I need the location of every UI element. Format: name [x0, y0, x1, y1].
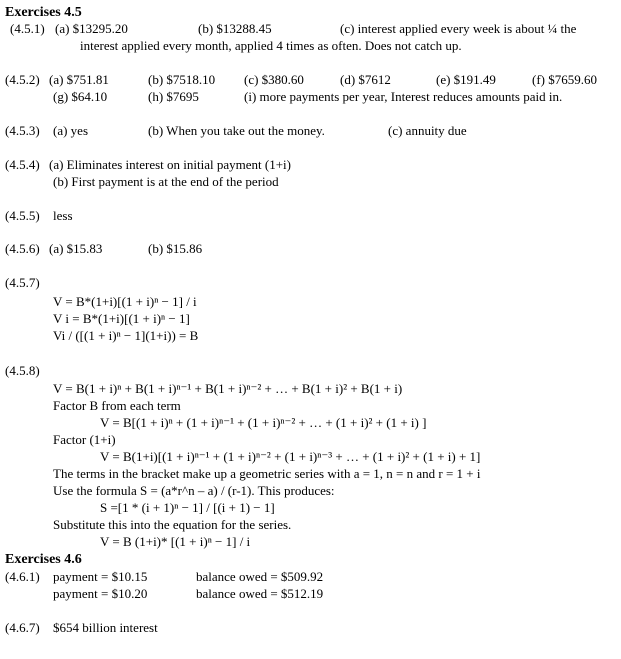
derivation-step: Substitute this into the equation for the series. — [53, 517, 292, 532]
answer-part: payment = $10.15 — [53, 569, 148, 584]
answer-part: (d) $7612 — [340, 72, 391, 87]
answer-part: (i) more payments per year, Interest reduces amounts paid in. — [244, 89, 563, 104]
derivation-step: Factor (1+i) — [53, 432, 116, 447]
answer-part: (b) $13288.45 — [198, 21, 272, 36]
answer-part: balance owed = $509.92 — [196, 569, 324, 584]
equation-line: S =[1 * (i + 1)ⁿ − 1] / [(i + 1) − 1] — [100, 500, 275, 515]
answer-part: (b) $7518.10 — [148, 72, 216, 87]
answer-continuation: interest applied every month, applied 4 times as often. Does not catch up. — [80, 38, 462, 53]
answer-part: (c) interest applied every week is about ¼ the — [340, 21, 577, 36]
answer-part: (a) Eliminates interest on initial payment (1+i) — [49, 157, 291, 172]
answer-part: balance owed = $512.19 — [196, 586, 324, 601]
exercise-number: (4.5.5) — [5, 208, 40, 223]
equation-line: Vi / ([(1 + i)ⁿ − 1](1+i)) = B — [53, 328, 199, 343]
section-heading-4-6: Exercises 4.6 — [5, 552, 82, 567]
answer-part: (g) $64.10 — [53, 89, 108, 104]
answer-part: (a) $751.81 — [49, 72, 109, 87]
exercise-number: (4.5.3) — [5, 123, 40, 138]
exercise-number: (4.5.8) — [5, 363, 40, 378]
exercise-number: (4.5.4) — [5, 157, 40, 172]
exercise-number: (4.5.1) — [10, 21, 45, 36]
answer-part: (a) yes — [53, 123, 89, 138]
exercise-number: (4.6.1) — [5, 569, 40, 584]
equation-line: V = B*(1+i)[(1 + i)ⁿ − 1] / i — [53, 294, 197, 309]
derivation-step: Factor B from each term — [53, 398, 181, 413]
equation-line: V i = B*(1+i)[(1 + i)ⁿ − 1] — [53, 311, 190, 326]
answer-part: (b) First payment is at the end of the period — [53, 174, 279, 189]
derivation-step: The terms in the bracket make up a geometric series with a = 1, n = n and r = 1 + i — [53, 466, 481, 481]
equation-line: V = B(1 + i)ⁿ + B(1 + i)ⁿ⁻¹ + B(1 + i)ⁿ⁻² + … + B(1 + i)² + B(1 + i) — [53, 381, 403, 396]
answer-part: (f) $7659.60 — [532, 72, 597, 87]
exercise-number: (4.6.7) — [5, 620, 40, 635]
equation-line: V = B (1+i)* [(1 + i)ⁿ − 1] / i — [100, 534, 251, 549]
exercise-number: (4.5.2) — [5, 72, 40, 87]
answer-part: (h) $7695 — [148, 89, 199, 104]
answer-part: (e) $191.49 — [436, 72, 496, 87]
answer-part: $654 billion interest — [53, 620, 158, 635]
derivation-step: Use the formula S = (a*r^n – a) / (r-1). This produces: — [53, 483, 335, 498]
section-heading-4-5: Exercises 4.5 — [5, 5, 82, 20]
equation-line: V = B(1+i)[(1 + i)ⁿ⁻¹ + (1 + i)ⁿ⁻² + (1 + i)ⁿ⁻³ + … + (1 + i)² + (1 + i) + 1] — [100, 449, 481, 464]
exercise-number: (4.5.7) — [5, 275, 40, 290]
answer-part: less — [53, 208, 73, 223]
answer-part: (c) $380.60 — [244, 72, 304, 87]
exercise-number: (4.5.6) — [5, 241, 40, 256]
answer-part: (b) $15.86 — [148, 241, 203, 256]
answer-part: (b) When you take out the money. — [148, 123, 325, 138]
answer-part: (a) $15.83 — [49, 241, 103, 256]
answer-part: payment = $10.20 — [53, 586, 148, 601]
answer-part: (c) annuity due — [388, 123, 467, 138]
answer-part: (a) $13295.20 — [55, 21, 128, 36]
equation-line: V = B[(1 + i)ⁿ + (1 + i)ⁿ⁻¹ + (1 + i)ⁿ⁻² + … + (1 + i)² + (1 + i) ] — [100, 415, 427, 430]
